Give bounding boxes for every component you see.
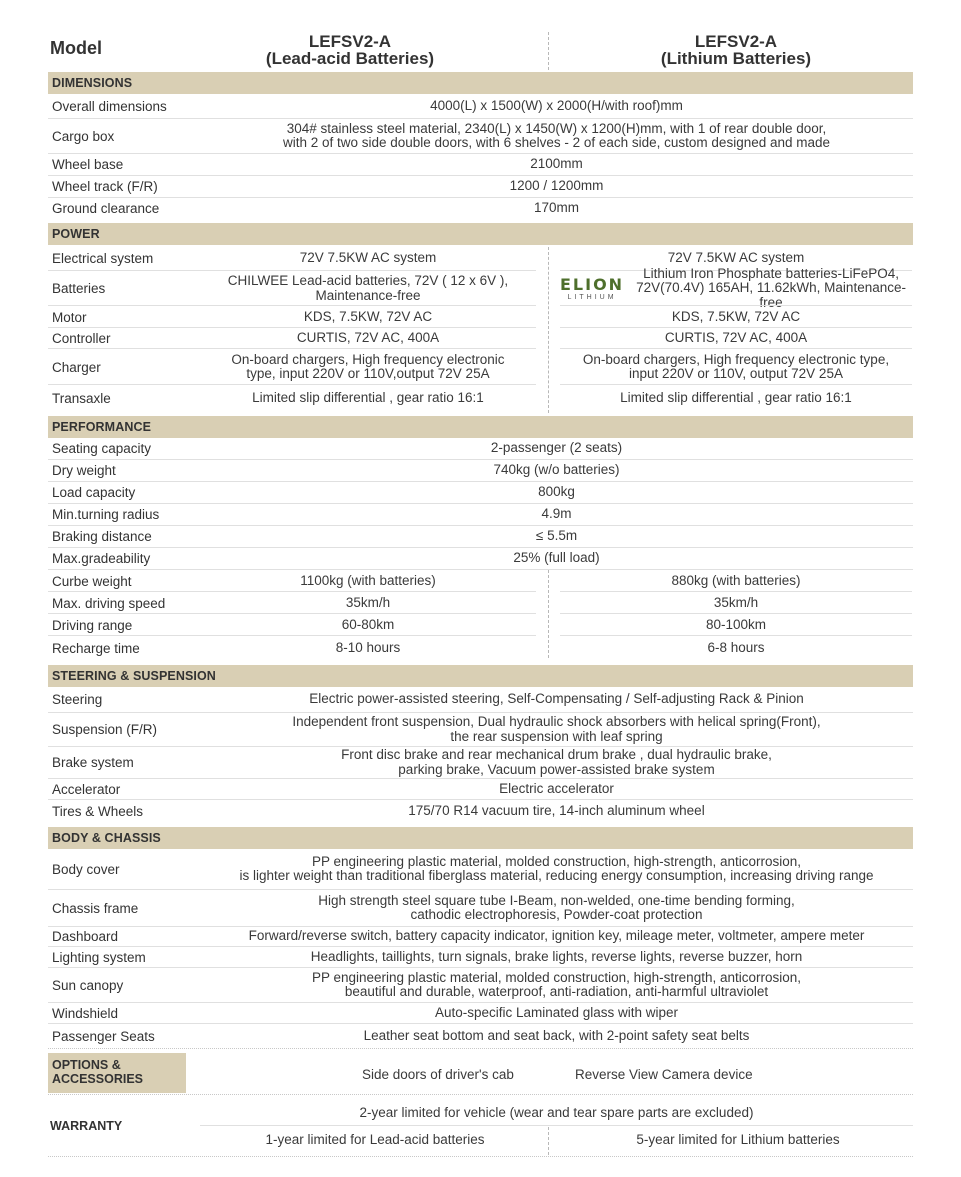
section-title-line: ACCESSORIES [52,1072,143,1086]
spec-value: ≤ 5.5m [535,528,578,544]
spec-row [48,265,913,310]
section-steering-suspension: STEERING & SUSPENSION [48,665,913,687]
spec-label: Batteries [52,281,106,296]
section-performance: PERFORMANCE [48,416,913,438]
spec-value-lithium: 6-8 hours [707,639,765,655]
spec-label: Cargo box [52,128,115,144]
spec-value-line: High strength steel square tube I-Beam, non-welded, one-time bending forming, [318,892,795,908]
spec-row [48,747,913,779]
spec-value: Headlights, taillights, turn signals, brake lights, reverse lights, reverse buzzer, horn [310,948,803,964]
spec-value [200,855,913,884]
spec-value-line: On-board chargers, High frequency electronic type, [582,351,890,367]
spec-value-lithium [560,265,912,310]
spec-value-line: Lithium Iron Phosphate batteries-LiFePO4, [643,265,899,281]
spec-label: Suspension (F/R) [52,722,158,737]
spec-value-lead-acid: 1100kg (with batteries) [300,572,436,588]
spec-value-lithium: 80-100km [705,616,767,632]
spec-value-lead-acid: KDS, 7.5KW, 72V AC [303,308,433,324]
spec-label: Steering [52,692,103,707]
spec-value-line: the rear suspension with leaf spring [450,728,663,744]
spec-row [48,1024,913,1049]
spec-label: Dry weight [52,463,116,478]
warranty-vehicle: 2-year limited for vehicle (wear and tear spare parts are excluded) [359,1105,754,1120]
spec-label: Accelerator [52,781,121,797]
spec-value: 800kg [538,484,575,500]
spec-value-lead-acid: 35km/h [345,594,391,610]
spec-label: Wheel base [52,157,124,172]
spec-value: Electric accelerator [499,780,614,796]
spec-label: Braking distance [52,529,152,544]
spec-value-line: 304# stainless steel material, 2340(L) x 1450(W) x 1200(H)mm, with 1 of rear double door, [286,120,827,136]
spec-value-line: type, input 220V or 110V,output 72V 25A [246,366,490,381]
spec-row [48,800,913,823]
spec-label: Chassis frame [52,900,139,916]
spec-value-line: PP engineering plastic material, molded construction, high-strength, anticorrosion, [311,969,801,985]
spec-row [48,94,913,119]
section-options-accessories [48,1053,186,1093]
spec-value: 175/70 R14 vacuum tire, 14-inch aluminum wheel [408,803,705,819]
spec-row [48,548,913,570]
spec-value-line: input 220V or 110V, output 72V 25A [629,366,843,381]
spec-value-line: parking brake, Vacuum power-assisted brake system [398,761,715,777]
spec-value: 25% (full load) [513,550,600,566]
spec-row [48,779,913,800]
spec-value: 4.9m [541,506,572,522]
spec-label: Max.gradeability [52,551,151,566]
spec-row [48,890,913,927]
spec-value-lead-acid [200,271,536,306]
spec-value-lead-acid: 72V 7.5KW AC system [299,249,437,265]
spec-label: Charger [52,359,101,375]
spec-label: Dashboard [52,929,119,944]
model-lithium-variant: (Lithium Batteries) [660,49,812,68]
spec-row [48,119,913,154]
section-dimensions: DIMENSIONS [48,72,913,94]
spec-value [200,748,913,777]
spec-row [48,328,913,349]
spec-value-line: PP engineering plastic material, molded construction, high-strength, anticorrosion, [311,853,801,869]
spec-value-line: CHILWEE Lead-acid batteries, 72V ( 12 x 6V ), [227,273,509,288]
spec-label: Motor [52,309,87,325]
performance-block [48,416,913,660]
model-lithium-heading [586,33,886,67]
spec-value-line: 72V(70.4V) 165AH, 11.62kWh, Maintenance-free [636,280,906,310]
section-title-line: OPTIONS & [52,1058,121,1072]
warranty-row [48,1099,913,1157]
spec-row [48,927,913,947]
spec-value-line: Front disc brake and rear mechanical drum brake , dual hydraulic brake, [341,747,772,762]
spec-row [48,592,913,614]
spec-label: Overall dimensions [52,98,167,114]
spec-row [48,636,913,660]
spec-row [48,176,913,198]
spec-row [48,1003,913,1024]
spec-value: 2100mm [530,156,583,172]
spec-value: 1200 / 1200mm [509,178,604,194]
spec-label: Passenger Seats [52,1028,155,1044]
spec-row [48,460,913,482]
spec-value-lead-acid: 8-10 hours [335,639,401,655]
model-lithium-name: LEFSV2-A [694,32,778,51]
spec-label: Tires & Wheels [52,804,144,819]
spec-value-lithium: CURTIS, 72V AC, 400A [664,330,808,346]
model-lead-acid-heading [200,33,500,67]
spec-label: Max. driving speed [52,595,166,611]
model-lead-acid-variant: (Lead-acid Batteries) [265,49,435,68]
spec-label: Controller [52,331,111,346]
section-body-chassis: BODY & CHASSIS [48,827,913,849]
spec-label: Brake system [52,755,134,770]
spec-row [48,947,913,968]
warranty-lithium: 5-year limited for Lithium batteries [636,1132,840,1147]
spec-row [48,306,913,328]
spec-label: Wheel track (F/R) [52,179,158,194]
spec-value: Forward/reverse switch, battery capacity indicator, ignition key, mileage meter, voltmeter, ampere meter [248,928,865,944]
logo-subtitle: LITHIUM [567,293,617,301]
column-divider [548,32,549,70]
spec-value [200,715,913,744]
option-item: Reverse View Camera device [575,1067,753,1082]
spec-label: Seating capacity [52,441,152,456]
warranty-divider [200,1125,913,1126]
spec-label: Body cover [52,861,120,877]
spec-row [48,198,913,219]
spec-value-lead-acid [200,349,536,385]
spec-label: Windshield [52,1005,119,1021]
options-accessories-row [48,1053,913,1095]
spec-value: 4000(L) x 1500(W) x 2000(H/with roof)mm [430,97,683,113]
spec-value-line: On-board chargers, High frequency electronic [231,351,505,367]
spec-value [200,971,913,1000]
spec-row [48,713,913,747]
spec-row [48,570,913,592]
spec-label: Curbe weight [52,573,132,589]
spec-value-lithium: Limited slip differential , gear ratio 16:1 [620,389,852,405]
spec-value-lithium: 72V 7.5KW AC system [667,249,805,265]
spec-sheet [48,0,913,1157]
spec-value-lithium [560,349,912,385]
logo-word: ELION [560,274,625,294]
spec-value-line: beautiful and durable, waterproof, anti-radiation, anti-harmful ultraviolet [344,984,769,999]
spec-row [48,968,913,1003]
spec-value: Electric power-assisted steering, Self-Compensating / Self-adjusting Rack & Pinion [309,691,804,707]
spec-label: Min.turning radius [52,507,160,522]
spec-row [48,482,913,504]
option-item: Side doors of driver's cab [362,1067,514,1082]
spec-value: 740kg (w/o batteries) [493,462,620,478]
spec-row [48,687,913,713]
section-power: POWER [48,223,913,245]
warranty-lead-acid: 1-year limited for Lead-acid batteries [265,1132,485,1147]
spec-value [200,894,913,923]
spec-value-lead-acid: Limited slip differential , gear ratio 16:1 [252,389,484,405]
spec-row [48,154,913,176]
spec-value: 2-passenger (2 seats) [490,440,623,456]
spec-header [48,0,913,72]
spec-label: Ground clearance [52,201,160,216]
spec-value-lead-acid: 60-80km [341,616,395,632]
spec-value-lithium: 35km/h [713,594,759,610]
spec-row [48,385,913,411]
spec-label: Load capacity [52,485,136,500]
spec-value-line: Maintenance-free [315,287,421,303]
spec-row [48,438,913,460]
spec-label: Electrical system [52,250,154,266]
spec-label: Recharge time [52,640,140,656]
power-block [48,223,913,411]
spec-value [200,122,913,151]
spec-value-line: Independent front suspension, Dual hydraulic shock absorbers with helical spring(Front), [292,714,821,729]
model-label: Model [50,38,102,58]
spec-value-line: cathodic electrophoresis, Powder-coat protection [410,907,703,922]
spec-value-lithium: KDS, 7.5KW, 72V AC [671,308,801,324]
spec-row [48,504,913,526]
spec-label: Sun canopy [52,977,124,993]
spec-row [48,526,913,548]
spec-row [48,349,913,385]
performance-split-rows [48,570,913,660]
spec-value-line: with 2 of two side double doors, with 6 shelves - 2 of each side, custom designed and made [282,135,831,150]
spec-value-lead-acid: CURTIS, 72V AC, 400A [296,330,440,346]
spec-label: Lighting system [52,949,146,965]
spec-value: Auto-specific Laminated glass with wiper [434,1004,679,1020]
spec-label: Driving range [52,617,133,633]
spec-row [48,849,913,890]
model-lead-acid-name: LEFSV2-A [308,32,392,51]
section-warranty: WARRANTY [50,1119,123,1133]
spec-value-lithium: 880kg (with batteries) [671,572,801,588]
spec-value: 170mm [533,200,579,216]
spec-value: Leather seat bottom and seat back, with 2-point safety seat belts [363,1027,750,1043]
spec-row [48,614,913,636]
spec-value-line: is lighter weight than traditional fiberglass material, reducing energy consumption, increasing driving range [239,868,874,883]
spec-label: Transaxle [52,390,111,406]
elion-lithium-logo [560,274,625,301]
